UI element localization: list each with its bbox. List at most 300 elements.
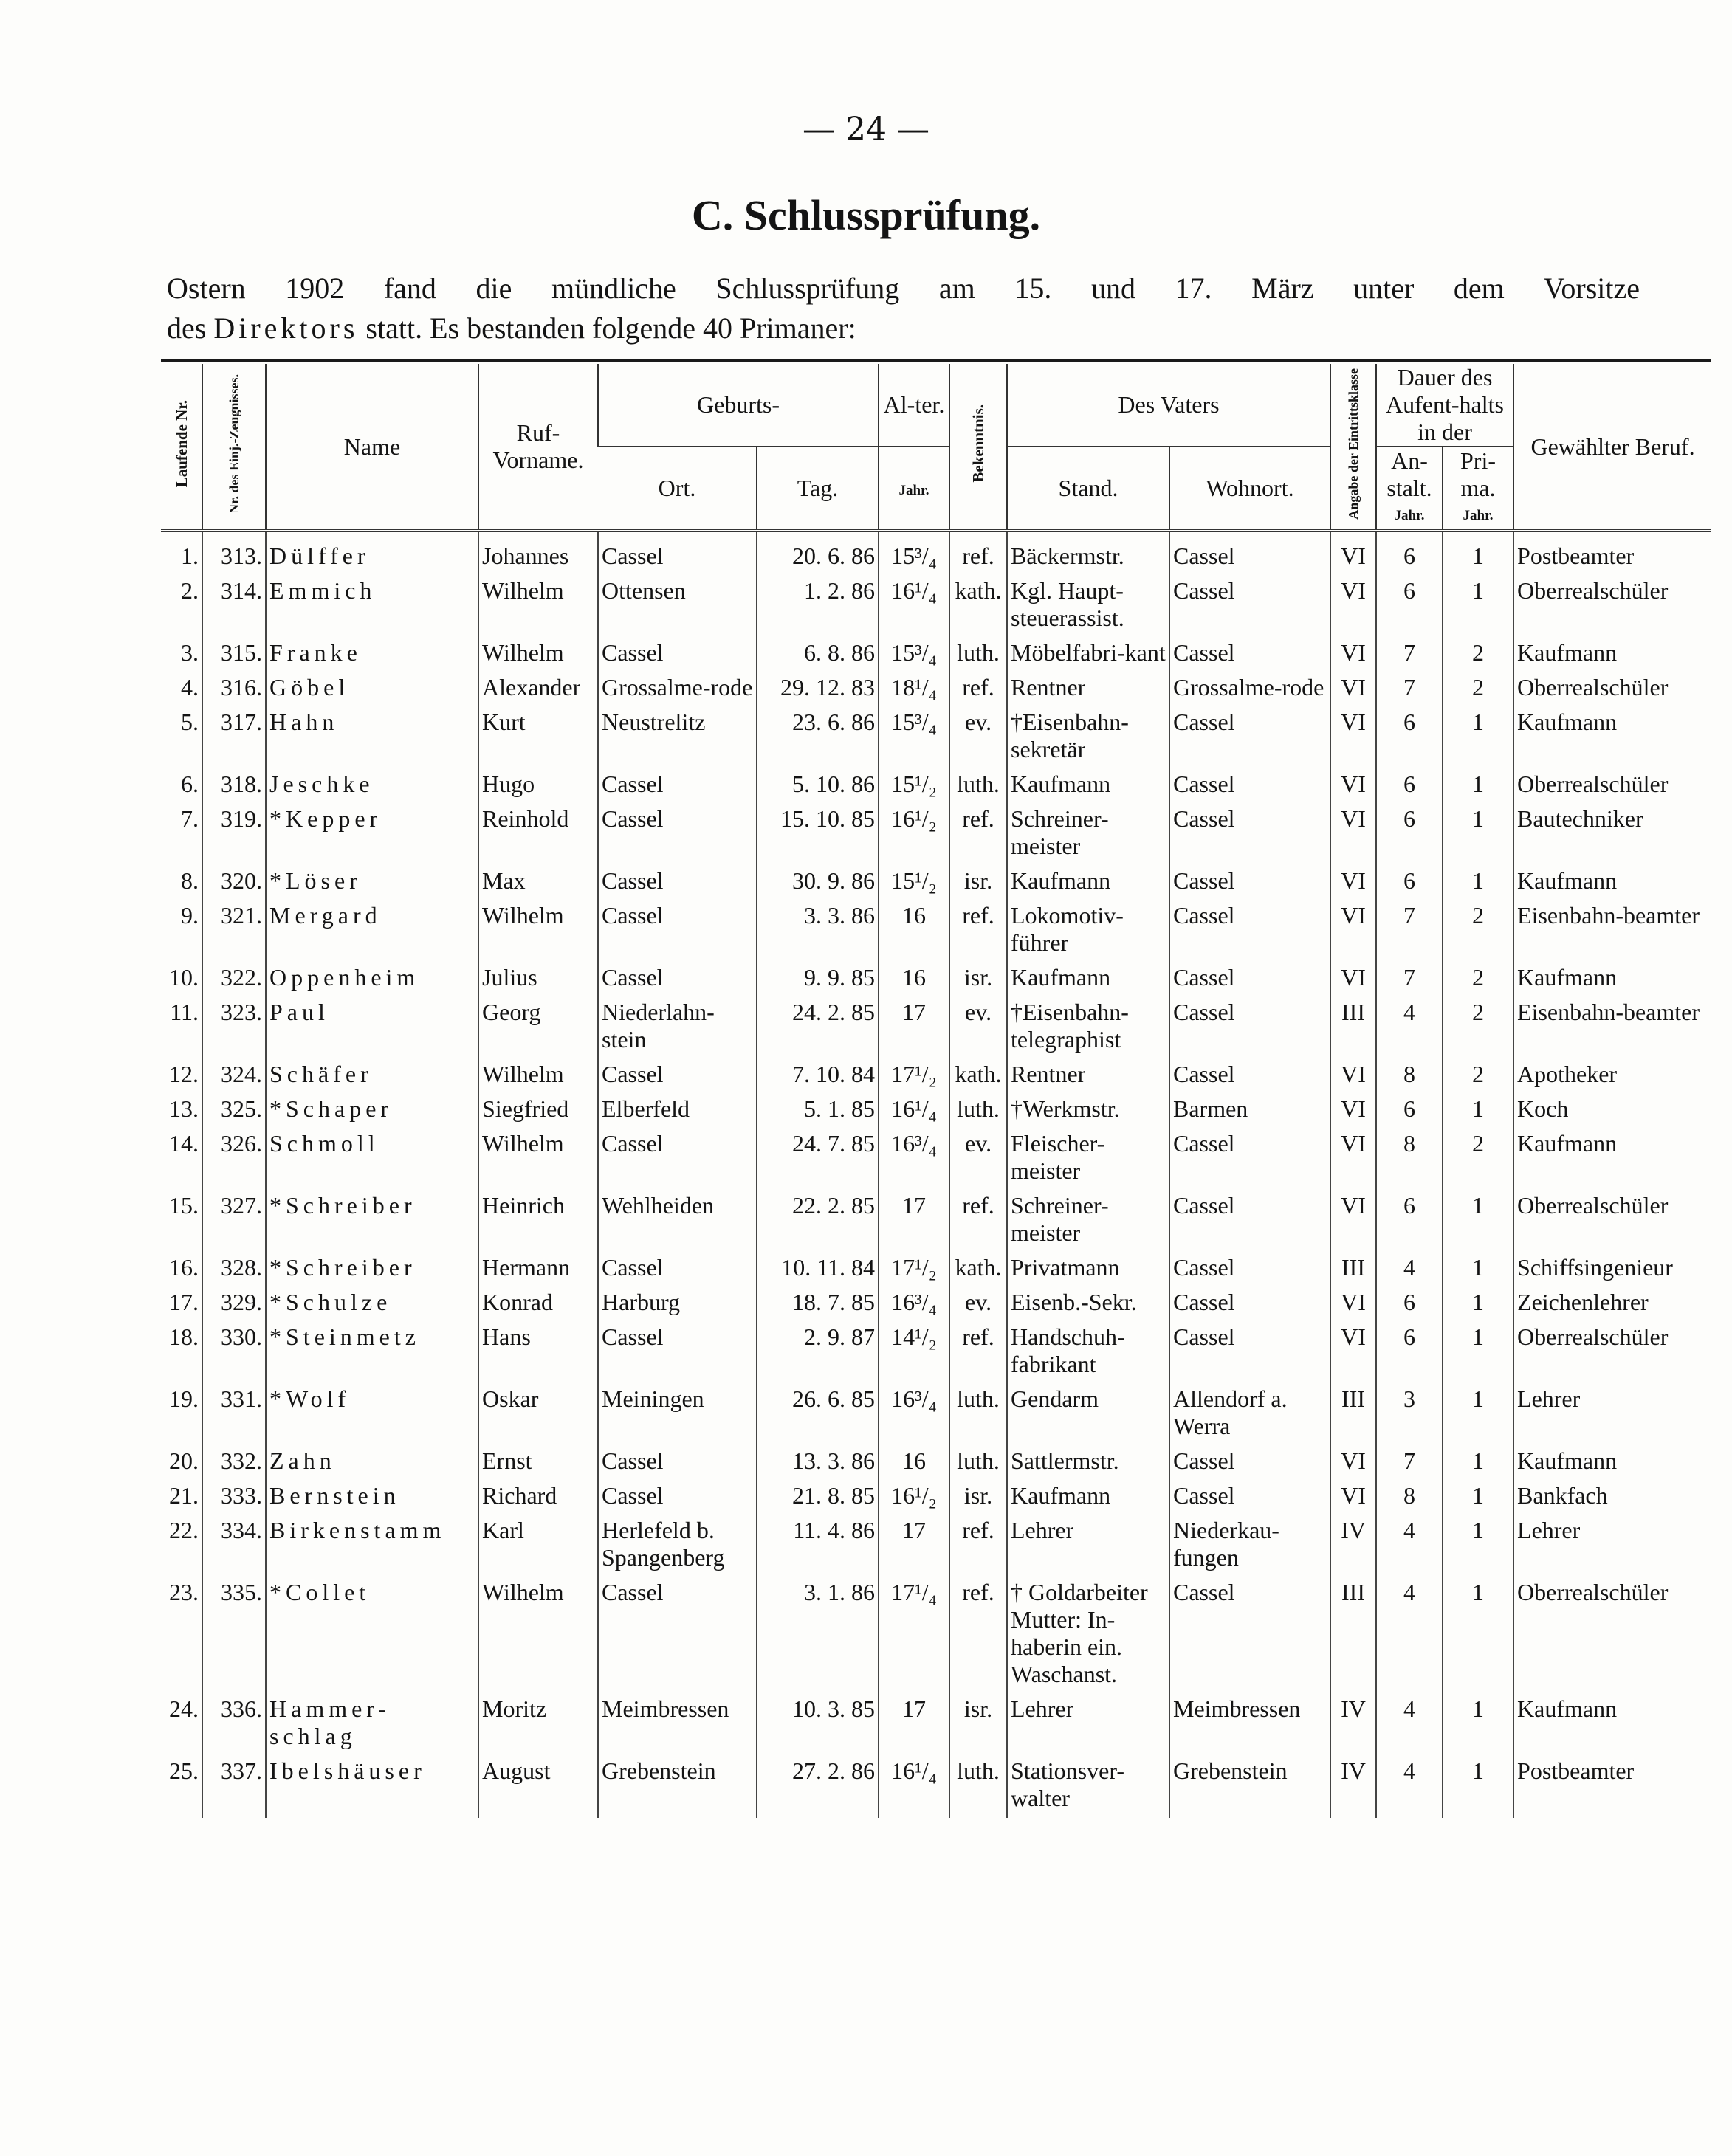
cell-geburtsort: Cassel [598, 1059, 757, 1094]
cell-alter: 17 [879, 1515, 949, 1577]
cell-laufende-nr: 10. [169, 964, 199, 991]
cell-eintrittsklasse: VI [1330, 1191, 1376, 1253]
cell-alter: 14¹/₂ [879, 1322, 949, 1384]
cell-beruf: Schiffsingenieur [1513, 1253, 1711, 1287]
cell-geburtsort: Cassel [598, 804, 757, 866]
cell-beruf: Kaufmann [1513, 866, 1711, 900]
cell-eintrittsklasse: VI [1330, 900, 1376, 962]
cell-geburtstag: 10. 11. 84 [757, 1253, 879, 1287]
cell-zeugnis-nr: 331. [202, 1384, 266, 1446]
cell-laufende-nr: 13. [169, 1095, 199, 1122]
cell-laufende-nr: 25. [169, 1757, 199, 1784]
cell-geburtstag: 1. 2. 86 [757, 576, 879, 638]
table-row [161, 531, 1711, 576]
cell-alter: 16 [879, 962, 949, 997]
cell-vater-stand: Lehrer [1007, 1515, 1169, 1577]
cell-zeugnis-nr: 332. [202, 1446, 266, 1481]
cell-geburtsort: Niederlahn-stein [598, 997, 757, 1059]
intro-line-1: Ostern 1902 fand die mündliche Schlussprüfung am 15. und 17. März unter dem Vorsitze [167, 272, 1640, 305]
cell-vorname: Wilhelm [478, 638, 598, 672]
cell-eintrittsklasse: VI [1330, 1094, 1376, 1129]
cell-vater-wohnort: Cassel [1169, 1287, 1330, 1322]
cell-vater-stand: Bäckermstr. [1007, 531, 1169, 576]
cell-alter: 16 [879, 1446, 949, 1481]
cell-vater-wohnort: Cassel [1169, 707, 1330, 769]
cell-vater-wohnort: Grossalme-rode [1169, 672, 1330, 707]
cell-zeugnis-nr: 327. [202, 1191, 266, 1253]
cell-alter: 16³/₄ [879, 1129, 949, 1191]
page-number: — 24 — [803, 111, 929, 148]
cell-anstalt: 4 [1376, 1253, 1443, 1287]
cell-geburtsort: Cassel [598, 531, 757, 576]
table-row [161, 866, 1711, 900]
cell-zeugnis-nr: 321. [202, 900, 266, 962]
cell-beruf: Postbeamter [1513, 1756, 1711, 1818]
cell-geburtstag: 29. 12. 83 [757, 672, 879, 707]
cell-prima: 1 [1443, 866, 1513, 900]
cell-bekenntnis: luth. [949, 1446, 1007, 1481]
cell-geburtstag: 24. 7. 85 [757, 1129, 879, 1191]
cell-alter: 15¹/₂ [879, 769, 949, 804]
cell-beruf: Apotheker [1513, 1059, 1711, 1094]
cell-beruf: Kaufmann [1513, 962, 1711, 997]
cell-anstalt: 4 [1376, 1694, 1443, 1756]
cell-name: Birkenstamm [266, 1515, 478, 1577]
cell-vater-wohnort: Cassel [1169, 1191, 1330, 1253]
cell-bekenntnis: ref. [949, 672, 1007, 707]
cell-vater-stand: Kaufmann [1007, 769, 1169, 804]
table-row [161, 1515, 1711, 1577]
table-row [161, 1384, 1711, 1446]
cell-zeugnis-nr: 320. [202, 866, 266, 900]
cell-vater-stand: Lehrer [1007, 1694, 1169, 1756]
cell-bekenntnis: ref. [949, 1577, 1007, 1694]
cell-laufende-nr: 5. [181, 709, 199, 735]
cell-geburtstag: 9. 9. 85 [757, 962, 879, 997]
cell-bekenntnis: ev. [949, 707, 1007, 769]
cell-bekenntnis: ev. [949, 997, 1007, 1059]
cell-vater-stand: Schreiner-meister [1007, 1191, 1169, 1253]
cell-beruf: Kaufmann [1513, 707, 1711, 769]
cell-zeugnis-nr: 329. [202, 1287, 266, 1322]
table-row [161, 672, 1711, 707]
cell-laufende-nr: 12. [169, 1061, 199, 1087]
cell-laufende-nr: 6. [181, 771, 199, 797]
cell-beruf: Kaufmann [1513, 1446, 1711, 1481]
cell-name: *Collet [266, 1577, 478, 1694]
cell-laufende-nr: 3. [181, 639, 199, 666]
cell-eintrittsklasse: III [1330, 1384, 1376, 1446]
cell-geburtsort: Meimbressen [598, 1694, 757, 1756]
cell-beruf: Postbeamter [1513, 531, 1711, 576]
table-row [161, 1129, 1711, 1191]
cell-name: *Schreiber [266, 1191, 478, 1253]
cell-anstalt: 4 [1376, 1756, 1443, 1818]
header-wohnort: Wohnort. [1169, 447, 1330, 531]
cell-vorname: Ernst [478, 1446, 598, 1481]
cell-bekenntnis: isr. [949, 1481, 1007, 1515]
cell-name: *Schulze [266, 1287, 478, 1322]
cell-geburtstag: 10. 3. 85 [757, 1694, 879, 1756]
cell-anstalt: 6 [1376, 866, 1443, 900]
cell-bekenntnis: ref. [949, 531, 1007, 576]
cell-vater-wohnort: Cassel [1169, 1253, 1330, 1287]
cell-laufende-nr: 20. [169, 1447, 199, 1474]
cell-geburtsort: Herlefeld b. Spangenberg [598, 1515, 757, 1577]
cell-anstalt: 4 [1376, 1515, 1443, 1577]
cell-eintrittsklasse: VI [1330, 576, 1376, 638]
cell-zeugnis-nr: 313. [202, 531, 266, 576]
cell-name: Emmich [266, 576, 478, 638]
cell-name: *Löser [266, 866, 478, 900]
header-alter-jahr: Jahr. [879, 447, 949, 531]
cell-beruf: Oberrealschüler [1513, 1191, 1711, 1253]
cell-alter: 15³/₄ [879, 638, 949, 672]
cell-geburtstag: 22. 2. 85 [757, 1191, 879, 1253]
cell-vorname: Heinrich [478, 1191, 598, 1253]
cell-name: Ibelshäuser [266, 1756, 478, 1818]
cell-vater-wohnort: Barmen [1169, 1094, 1330, 1129]
cell-laufende-nr: 23. [169, 1579, 199, 1605]
cell-zeugnis-nr: 322. [202, 962, 266, 997]
cell-vater-wohnort: Cassel [1169, 1322, 1330, 1384]
cell-name: *Kepper [266, 804, 478, 866]
header-alter: Al-ter. [879, 364, 949, 447]
cell-anstalt: 6 [1376, 1094, 1443, 1129]
cell-bekenntnis: ev. [949, 1129, 1007, 1191]
cell-zeugnis-nr: 326. [202, 1129, 266, 1191]
cell-zeugnis-nr: 314. [202, 576, 266, 638]
cell-anstalt: 4 [1376, 997, 1443, 1059]
table-row [161, 997, 1711, 1059]
cell-laufende-nr: 7. [181, 805, 199, 832]
cell-geburtstag: 15. 10. 85 [757, 804, 879, 866]
cell-vater-stand: Kaufmann [1007, 866, 1169, 900]
cell-bekenntnis: ref. [949, 900, 1007, 962]
cell-prima: 1 [1443, 531, 1513, 576]
cell-geburtsort: Wehlheiden [598, 1191, 757, 1253]
cell-geburtstag: 30. 9. 86 [757, 866, 879, 900]
cell-vater-wohnort: Cassel [1169, 769, 1330, 804]
cell-name: *Steinmetz [266, 1322, 478, 1384]
cell-geburtsort: Cassel [598, 638, 757, 672]
cell-vorname: Moritz [478, 1694, 598, 1756]
table-row [161, 1191, 1711, 1253]
cell-geburtstag: 23. 6. 86 [757, 707, 879, 769]
cell-zeugnis-nr: 335. [202, 1577, 266, 1694]
cell-vater-stand: † Goldarbeiter Mutter: In-haberin ein. Waschanst. [1007, 1577, 1169, 1694]
cell-beruf: Lehrer [1513, 1515, 1711, 1577]
cell-vater-wohnort: Cassel [1169, 1481, 1330, 1515]
cell-vorname: Reinhold [478, 804, 598, 866]
cell-bekenntnis: kath. [949, 576, 1007, 638]
cell-eintrittsklasse: VI [1330, 962, 1376, 997]
cell-eintrittsklasse: VI [1330, 804, 1376, 866]
cell-alter: 17¹/₂ [879, 1059, 949, 1094]
cell-geburtstag: 3. 1. 86 [757, 1577, 879, 1694]
cell-zeugnis-nr: 328. [202, 1253, 266, 1287]
cell-geburtsort: Cassel [598, 769, 757, 804]
cell-eintrittsklasse: VI [1330, 1446, 1376, 1481]
header-rufname: Ruf-Vorname. [478, 364, 598, 531]
cell-geburtstag: 2. 9. 87 [757, 1322, 879, 1384]
header-prima: Pri-ma. Jahr. [1443, 447, 1513, 531]
cell-eintrittsklasse: VI [1330, 1481, 1376, 1515]
cell-beruf: Koch [1513, 1094, 1711, 1129]
table-row [161, 576, 1711, 638]
header-laufende-nr: Laufende Nr. [161, 364, 202, 531]
cell-vater-stand: Fleischer-meister [1007, 1129, 1169, 1191]
cell-prima: 1 [1443, 1253, 1513, 1287]
cell-prima: 1 [1443, 804, 1513, 866]
cell-vorname: Georg [478, 997, 598, 1059]
cell-geburtstag: 18. 7. 85 [757, 1287, 879, 1322]
cell-eintrittsklasse: VI [1330, 531, 1376, 576]
cell-anstalt: 8 [1376, 1129, 1443, 1191]
cell-alter: 17 [879, 1191, 949, 1253]
header-eintrittsklasse: Angabe der Eintrittsklasse [1330, 364, 1376, 531]
cell-vater-wohnort: Cassel [1169, 638, 1330, 672]
cell-vater-stand: Privatmann [1007, 1253, 1169, 1287]
cell-zeugnis-nr: 330. [202, 1322, 266, 1384]
cell-laufende-nr: 11. [170, 999, 199, 1025]
cell-anstalt: 7 [1376, 962, 1443, 997]
cell-bekenntnis: luth. [949, 1094, 1007, 1129]
intro-line-2-a: des [167, 311, 207, 345]
cell-vater-stand: Kgl. Haupt-steuerassist. [1007, 576, 1169, 638]
cell-vorname: Hans [478, 1322, 598, 1384]
cell-eintrittsklasse: IV [1330, 1515, 1376, 1577]
cell-anstalt: 8 [1376, 1481, 1443, 1515]
cell-vater-stand: Stationsver-walter [1007, 1756, 1169, 1818]
cell-beruf: Zeichenlehrer [1513, 1287, 1711, 1322]
cell-prima: 1 [1443, 1287, 1513, 1322]
cell-bekenntnis: kath. [949, 1253, 1007, 1287]
cell-vater-wohnort: Cassel [1169, 866, 1330, 900]
cell-alter: 18¹/₄ [879, 672, 949, 707]
cell-beruf: Oberrealschüler [1513, 1322, 1711, 1384]
cell-name: Paul [266, 997, 478, 1059]
cell-zeugnis-nr: 317. [202, 707, 266, 769]
cell-alter: 16¹/₂ [879, 1481, 949, 1515]
cell-alter: 16¹/₂ [879, 804, 949, 866]
cell-geburtsort: Harburg [598, 1287, 757, 1322]
header-bekenntnis: Bekenntnis. [949, 364, 1007, 531]
cell-bekenntnis: luth. [949, 769, 1007, 804]
cell-zeugnis-nr: 337. [202, 1756, 266, 1818]
cell-alter: 17 [879, 1694, 949, 1756]
table-row [161, 900, 1711, 962]
cell-eintrittsklasse: VI [1330, 672, 1376, 707]
table-row [161, 1446, 1711, 1481]
cell-beruf: Oberrealschüler [1513, 1577, 1711, 1694]
cell-laufende-nr: 19. [169, 1385, 199, 1412]
page-title: C. Schlussprüfung. [691, 191, 1041, 239]
cell-alter: 17 [879, 997, 949, 1059]
cell-vater-stand: Kaufmann [1007, 962, 1169, 997]
cell-vater-wohnort: Cassel [1169, 804, 1330, 866]
cell-vorname: Konrad [478, 1287, 598, 1322]
cell-vater-stand: Handschuh-fabrikant [1007, 1322, 1169, 1384]
cell-beruf: Kaufmann [1513, 638, 1711, 672]
cell-beruf: Eisenbahn-beamter [1513, 900, 1711, 962]
cell-name: *Wolf [266, 1384, 478, 1446]
table-row [161, 1059, 1711, 1094]
table-row [161, 1253, 1711, 1287]
table-row [161, 707, 1711, 769]
cell-prima: 2 [1443, 900, 1513, 962]
cell-alter: 17¹/₄ [879, 1577, 949, 1694]
cell-vorname: August [478, 1756, 598, 1818]
cell-zeugnis-nr: 315. [202, 638, 266, 672]
cell-anstalt: 7 [1376, 1446, 1443, 1481]
cell-zeugnis-nr: 319. [202, 804, 266, 866]
cell-bekenntnis: isr. [949, 962, 1007, 997]
cell-alter: 17¹/₂ [879, 1253, 949, 1287]
header-des-vaters: Des Vaters [1007, 364, 1330, 447]
cell-eintrittsklasse: VI [1330, 1129, 1376, 1191]
cell-zeugnis-nr: 336. [202, 1694, 266, 1756]
cell-zeugnis-nr: 334. [202, 1515, 266, 1577]
cell-eintrittsklasse: VI [1330, 1287, 1376, 1322]
cell-prima: 2 [1443, 1129, 1513, 1191]
cell-eintrittsklasse: IV [1330, 1694, 1376, 1756]
cell-eintrittsklasse: VI [1330, 1059, 1376, 1094]
cell-bekenntnis: ref. [949, 1515, 1007, 1577]
cell-beruf: Bautechniker [1513, 804, 1711, 866]
cell-vorname: Wilhelm [478, 1059, 598, 1094]
cell-laufende-nr: 15. [169, 1192, 199, 1219]
cell-geburtstag: 3. 3. 86 [757, 900, 879, 962]
cell-anstalt: 6 [1376, 769, 1443, 804]
cell-name: Hahn [266, 707, 478, 769]
cell-vater-stand: Rentner [1007, 672, 1169, 707]
cell-vater-wohnort: Cassel [1169, 1059, 1330, 1094]
cell-vater-stand: Möbelfabri-kant [1007, 638, 1169, 672]
header-zeugnis-nr: Nr. des Einj.-Zeugnisses. [202, 364, 266, 531]
cell-beruf: Bankfach [1513, 1481, 1711, 1515]
table-row [161, 1094, 1711, 1129]
cell-prima: 1 [1443, 1515, 1513, 1577]
cell-vater-stand: Gendarm [1007, 1384, 1169, 1446]
cell-eintrittsklasse: VI [1330, 769, 1376, 804]
cell-laufende-nr: 8. [181, 867, 199, 894]
cell-anstalt: 6 [1376, 707, 1443, 769]
cell-laufende-nr: 21. [169, 1482, 199, 1509]
cell-vater-stand: Schreiner-meister [1007, 804, 1169, 866]
table-row [161, 1694, 1711, 1756]
cell-name: Oppenheim [266, 962, 478, 997]
cell-vorname: Alexander [478, 672, 598, 707]
cell-vater-stand: †Werkmstr. [1007, 1094, 1169, 1129]
cell-prima: 1 [1443, 1577, 1513, 1694]
cell-alter: 16³/₄ [879, 1287, 949, 1322]
cell-geburtsort: Grossalme-rode [598, 672, 757, 707]
cell-anstalt: 7 [1376, 638, 1443, 672]
cell-anstalt: 6 [1376, 804, 1443, 866]
cell-bekenntnis: kath. [949, 1059, 1007, 1094]
cell-vorname: Max [478, 866, 598, 900]
cell-geburtsort: Grebenstein [598, 1756, 757, 1818]
cell-vorname: Kurt [478, 707, 598, 769]
cell-prima: 2 [1443, 638, 1513, 672]
cell-vorname: Karl [478, 1515, 598, 1577]
cell-bekenntnis: isr. [949, 1694, 1007, 1756]
cell-alter: 15¹/₂ [879, 866, 949, 900]
cell-alter: 16¹/₄ [879, 576, 949, 638]
cell-bekenntnis: ref. [949, 804, 1007, 866]
table-row [161, 1322, 1711, 1384]
cell-prima: 1 [1443, 1322, 1513, 1384]
cell-beruf: Eisenbahn-beamter [1513, 997, 1711, 1059]
cell-anstalt: 6 [1376, 1287, 1443, 1322]
cell-zeugnis-nr: 318. [202, 769, 266, 804]
cell-eintrittsklasse: III [1330, 1253, 1376, 1287]
cell-vater-wohnort: Cassel [1169, 997, 1330, 1059]
cell-name: Mergard [266, 900, 478, 962]
cell-prima: 2 [1443, 1059, 1513, 1094]
cell-geburtsort: Meiningen [598, 1384, 757, 1446]
cell-anstalt: 4 [1376, 1577, 1443, 1694]
cell-vater-stand: Kaufmann [1007, 1481, 1169, 1515]
cell-vater-stand: Lokomotiv-führer [1007, 900, 1169, 962]
cell-geburtsort: Cassel [598, 962, 757, 997]
cell-zeugnis-nr: 324. [202, 1059, 266, 1094]
header-beruf: Gewählter Beruf. [1513, 364, 1711, 531]
cell-vater-stand: Sattlermstr. [1007, 1446, 1169, 1481]
cell-vater-wohnort: Cassel [1169, 576, 1330, 638]
header-stand: Stand. [1007, 447, 1169, 531]
cell-prima: 1 [1443, 707, 1513, 769]
cell-beruf: Kaufmann [1513, 1694, 1711, 1756]
cell-vater-stand: †Eisenbahn-sekretär [1007, 707, 1169, 769]
cell-laufende-nr: 22. [169, 1517, 199, 1543]
cell-geburtsort: Cassel [598, 866, 757, 900]
cell-vater-wohnort: Cassel [1169, 531, 1330, 576]
cell-prima: 1 [1443, 769, 1513, 804]
cell-prima: 1 [1443, 1446, 1513, 1481]
cell-geburtsort: Neustrelitz [598, 707, 757, 769]
cell-bekenntnis: ref. [949, 1191, 1007, 1253]
cell-geburtsort: Cassel [598, 1481, 757, 1515]
exam-roster-table [161, 364, 1711, 1818]
cell-eintrittsklasse: VI [1330, 1322, 1376, 1384]
cell-geburtstag: 7. 10. 84 [757, 1059, 879, 1094]
cell-geburtsort: Cassel [598, 900, 757, 962]
table-row [161, 962, 1711, 997]
cell-vater-wohnort: Meimbressen [1169, 1694, 1330, 1756]
cell-vater-wohnort: Allendorf a. Werra [1169, 1384, 1330, 1446]
cell-vorname: Richard [478, 1481, 598, 1515]
header-tag: Tag. [757, 447, 879, 531]
cell-geburtstag: 5. 1. 85 [757, 1094, 879, 1129]
header-anstalt: An-stalt. Jahr. [1376, 447, 1443, 531]
cell-laufende-nr: 14. [169, 1130, 199, 1157]
cell-anstalt: 6 [1376, 1322, 1443, 1384]
cell-eintrittsklasse: IV [1330, 1756, 1376, 1818]
cell-laufende-nr: 9. [181, 902, 199, 929]
cell-prima: 2 [1443, 962, 1513, 997]
table-row [161, 1481, 1711, 1515]
cell-alter: 16³/₄ [879, 1384, 949, 1446]
cell-laufende-nr: 1. [181, 543, 199, 569]
cell-vater-wohnort: Niederkau-fungen [1169, 1515, 1330, 1577]
cell-geburtstag: 26. 6. 85 [757, 1384, 879, 1446]
cell-name: Zahn [266, 1446, 478, 1481]
cell-prima: 1 [1443, 1094, 1513, 1129]
cell-geburtsort: Cassel [598, 1446, 757, 1481]
cell-anstalt: 6 [1376, 1191, 1443, 1253]
